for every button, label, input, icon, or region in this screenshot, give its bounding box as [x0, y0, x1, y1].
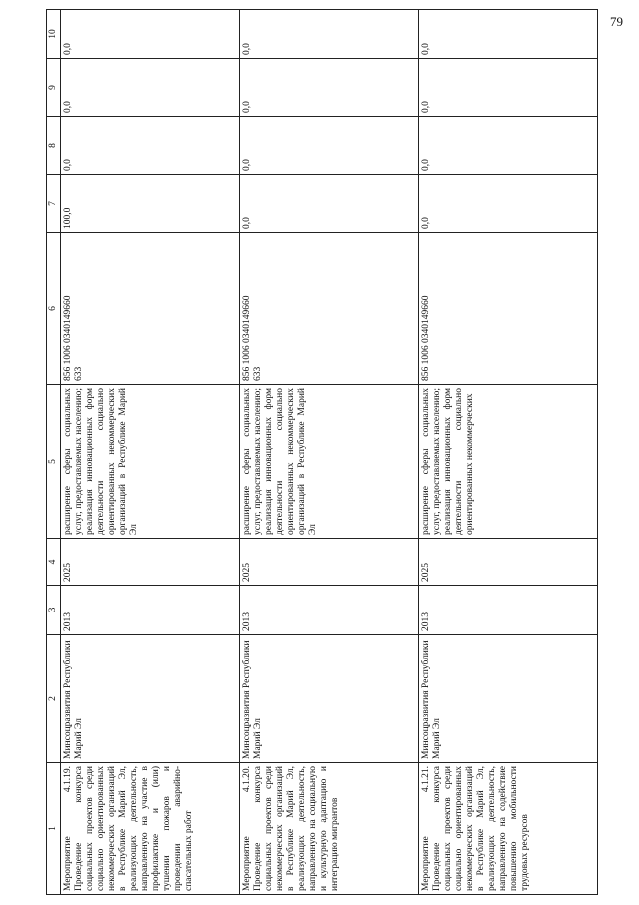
executor-cell: Минсоцразвития Республики Марий Эл [240, 635, 419, 763]
activity-cell: Мероприятие 4.1.19. Проведение конкурса социальных проектов среди социально ориентированных некоммерческих организаций в Республике Марий Эл, реализующих деятельность, направленную на участие в профилактике и (или) тушении пожаров и проведении аварийно-спасательных работ [61, 763, 240, 895]
col-header-9: 9 [47, 59, 61, 117]
expected-result-cell: расширение сферы социальных услуг, предоставляемых населению; реализация инновационных форм деятельности социально ориентированных некоммерческих организаций в Республике Марий Эл [61, 385, 240, 539]
col-header-10: 10 [47, 10, 61, 59]
expected-result-cell: расширение сферы социальных услуг, предоставляемых населению; реализация инновационных форм деятельности социально ориентированных некоммерческих организаций в Республике Марий Эл [240, 385, 419, 539]
activity-cell: Мероприятие 4.1.20. Проведение конкурса социальных проектов среди некоммерческих организаций в Республике Марий Эл, реализующих деятельность, направленную на социальную и культурную адаптацию и интеграцию мигрантов [240, 763, 419, 895]
col-header-3: 3 [47, 586, 61, 635]
value-col10-cell: 0,0 [240, 10, 419, 59]
start-year-cell: 2013 [419, 586, 598, 635]
budget-code-cell: 856 1006 0340149660 [419, 233, 598, 385]
table-row [419, 10, 598, 895]
table-row [61, 10, 240, 895]
col-header-5: 5 [47, 385, 61, 539]
table-row [240, 10, 419, 895]
value-col10-cell: 0,0 [61, 10, 240, 59]
col-header-1: 1 [47, 763, 61, 895]
budget-code-cell: 856 1006 0340149660 633 [240, 233, 419, 385]
col-header-8: 8 [47, 117, 61, 175]
value-col9-cell: 0,0 [61, 59, 240, 117]
expected-result-cell: расширение сферы социальных услуг, предоставляемых населению; реализация инновационных форм деятельности социально ориентированных некоммерческих [419, 385, 598, 539]
start-year-cell: 2013 [240, 586, 419, 635]
col-header-6: 6 [47, 233, 61, 385]
activity-cell: Мероприятие 4.1.21. Проведение конкурса социальных проектов среди социально ориентированных некоммерческих организаций в Республике Марий Эл, реализующих деятельность, направленную на содействие повышению мобильности трудовых ресурсов [419, 763, 598, 895]
col-header-7: 7 [47, 175, 61, 233]
rotated-table-container [46, 10, 626, 895]
budget-code-cell: 856 1006 0340149660 633 [61, 233, 240, 385]
value-col8-cell: 0,0 [419, 117, 598, 175]
value-col10-cell: 0,0 [419, 10, 598, 59]
col-header-4: 4 [47, 539, 61, 586]
column-number-row [47, 10, 61, 895]
value-col9-cell: 0,0 [240, 59, 419, 117]
end-year-cell: 2025 [419, 539, 598, 586]
program-activities-table [46, 9, 598, 895]
end-year-cell: 2025 [61, 539, 240, 586]
start-year-cell: 2013 [61, 586, 240, 635]
value-col7-cell: 0,0 [419, 175, 598, 233]
value-col9-cell: 0,0 [419, 59, 598, 117]
page-number: 79 [610, 14, 623, 29]
executor-cell: Минсоцразвития Республики Марий Эл [61, 635, 240, 763]
value-col7-cell: 0,0 [240, 175, 419, 233]
executor-cell: Минсоцразвития Республики Марий Эл [419, 635, 598, 763]
end-year-cell: 2025 [240, 539, 419, 586]
value-col8-cell: 0,0 [61, 117, 240, 175]
value-col8-cell: 0,0 [240, 117, 419, 175]
value-col7-cell: 100,0 [61, 175, 240, 233]
col-header-2: 2 [47, 635, 61, 763]
